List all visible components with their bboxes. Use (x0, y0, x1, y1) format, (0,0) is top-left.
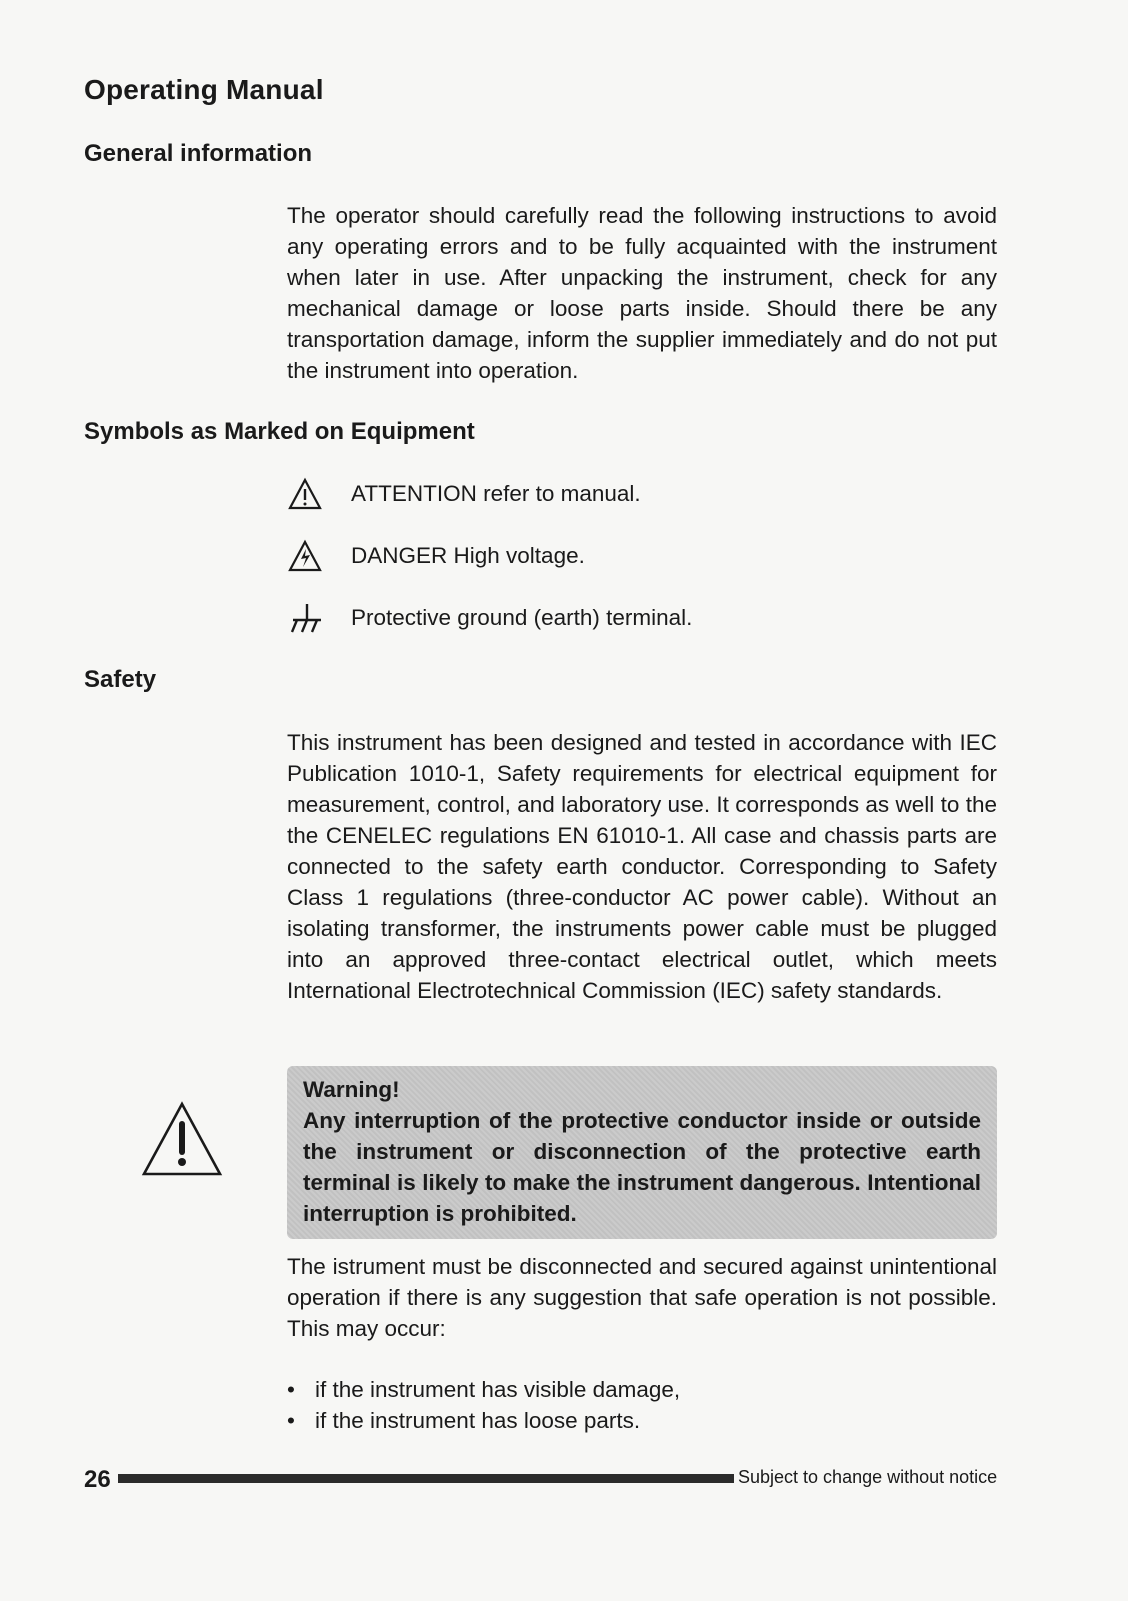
section-heading-symbols: Symbols as Marked on Equipment (84, 418, 475, 445)
symbol-label-attention: ATTENTION refer to manual. (351, 481, 641, 506)
warning-box (287, 1066, 997, 1239)
disconnect-paragraph: The istrument must be disconnected and secured against unintentional operation if there is any suggestion that safe operation is not possible. This may occur: (287, 1254, 997, 1341)
ground-terminal-icon (287, 598, 323, 638)
section-heading-general: General information (84, 140, 313, 167)
symbol-label-ground: Protective ground (earth) terminal. (351, 605, 693, 630)
page-number: 26 (84, 1466, 111, 1493)
attention-triangle-icon (287, 474, 323, 514)
safety-paragraph: This instrument has been designed and tested in accordance with IEC Publication 1010-1, Safety requirements for electrical equipment for measurement, control, and laboratory use. It corresponds as well to the the CENELEC regulations EN 61010-1. All case and chassis parts are connected to the safety earth conductor. Corresponding to Safety Class 1 regulations (three-conductor AC power cable). Without an isolating transformer, the instruments power cable must be plugged into an approved three-contact electrical outlet, which meets International Electrotechnical Commission (IEC) safety standards. (287, 730, 997, 1003)
symbol-row-danger (287, 536, 997, 576)
list-item: • if the instrument has visible damage, (287, 1374, 997, 1405)
conditions-list (287, 1374, 997, 1436)
warning-title: Warning! (303, 1077, 400, 1102)
symbols-list (287, 474, 997, 638)
high-voltage-triangle-icon (287, 536, 323, 576)
footer-note: Subject to change without notice (738, 1467, 998, 1487)
general-paragraph: The operator should carefully read the following instructions to avoid any operating errors and to be fully acquainted with the instrument when later in use. After unpacking the instrument, check for any mechanical damage or loose parts inside. Should there be any transportation damage, inform the supplier immediately and do not put the instrument into operation. (287, 203, 997, 383)
warning-triangle-icon (140, 1100, 224, 1178)
list-item: • if the instrument has loose parts. (287, 1405, 997, 1436)
symbol-row-attention (287, 474, 997, 514)
page-title: Operating Manual (84, 74, 324, 105)
warning-text: Any interruption of the protective conductor inside or outside the instrument or disconnection of the protective earth terminal is likely to make the instrument dangerous. Intentional interruption is prohibited. (303, 1108, 981, 1226)
footer-rule (118, 1474, 734, 1483)
section-heading-safety: Safety (84, 666, 157, 693)
symbol-row-ground (287, 598, 997, 638)
symbol-label-danger: DANGER High voltage. (351, 543, 585, 568)
